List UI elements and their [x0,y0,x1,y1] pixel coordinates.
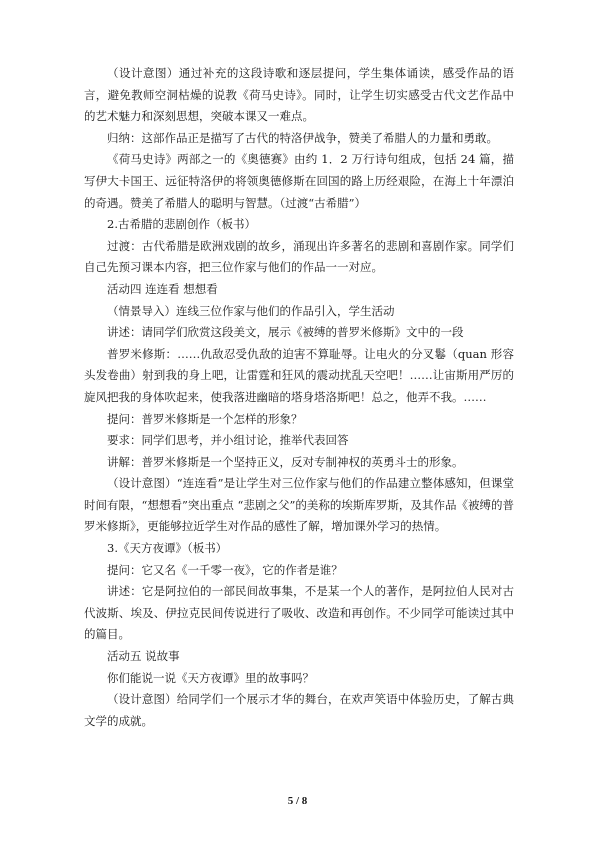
section-heading: 3.《天方夜谭》（板书） [107,541,228,556]
paragraph: 要求：同学们思考，并小组讨论，推举代表回答 [107,433,349,448]
paragraph: （设计意图）通过补充的这段诗歌和逐层提问，学生集体诵读，感受作品的语言，避免教师空洞枯燥的说教《荷马史诗》。同时，让学生切实感受古代文艺作品中的艺术魅力和深刻思想，突破本课又一难点。 [84,66,514,124]
paragraph: （设计意图）给同学们一个展示才华的舞台，在欢声笑语中体验历史，了解古典文学的成就。 [84,692,514,728]
paragraph: 你们能说一说《天方夜谭》里的故事吗？ [107,670,314,685]
paragraph: 讲述：它是阿拉伯的一部民间故事集，不是某一个人的著作，是阿拉伯人民对古代波斯、埃及、伊拉克民间传说进行了吸收、改造和再创作。不少同学可能读过其中的篇目。 [84,584,514,642]
paragraph: 过渡：古代希腊是欧洲戏剧的故乡，涌现出许多著名的悲剧和喜剧作家。同学们自己先预习课本内容，把三位作家与他们的作品一一对应。 [84,238,514,275]
quote-paragraph: 普罗米修斯：……仇敌忍受仇敌的迫害不算耻辱。让电火的分叉鬈（quan 形容头发卷曲）射到我的身上吧，让雷霆和狂风的震动扰乱天空吧！……让宙斯用严厉的旋风把我的身体吹起来，使我落进幽暗的塔身塔洛斯吧！总之，他弄不我。…… [84,346,514,404]
page-number: 5 / 8 [287,795,308,807]
activity-heading: 活动四 连连看 想想看 [107,281,218,296]
paragraph: 讲解：普罗米修斯是一个坚持正义，反对专制神权的英勇斗士的形象。 [107,454,464,469]
paragraph: 讲述：请同学们欣赏这段美文，展示《被缚的普罗米修斯》文中的一段 [107,325,464,340]
section-heading: 2.古希腊的悲剧创作（板书） [107,217,256,232]
paragraph: 《荷马史诗》两部之一的《奥德赛》由约 1．2 万行诗句组成，包括 24 篇，描写伊大卡国王、远征特洛伊的将领奥德修斯在回国的路上历经艰险，在海上十年漂泊的奇遇。赞美了希腊人的聪明与智慧。（过渡“古希腊”） [84,152,514,210]
paragraph: 提问：普罗米修斯是一个怎样的形象？ [107,411,303,426]
activity-heading: 活动五 说故事 [107,649,180,664]
paragraph: 提问：它又名《一千零一夜》，它的作者是谁？ [107,562,343,577]
paragraph: 归纳：这部作品正是描写了古代的特洛伊战争，赞美了希腊人的力量和勇敢。 [107,130,498,145]
paragraph: （情景导入）连线三位作家与他们的作品引入，学生活动 [107,303,395,318]
paragraph: （设计意图）“连连看”是让学生对三位作家与他们的作品建立整体感知，但课堂时间有限，“想想看”突出重点 “悲剧之父”的美称的埃斯库罗斯，及其作品《被缚的普罗米修斯》，更能够拉近学生对作品的感性了解，增加课外学习的热情。 [84,476,514,534]
body-text [84,63,514,732]
